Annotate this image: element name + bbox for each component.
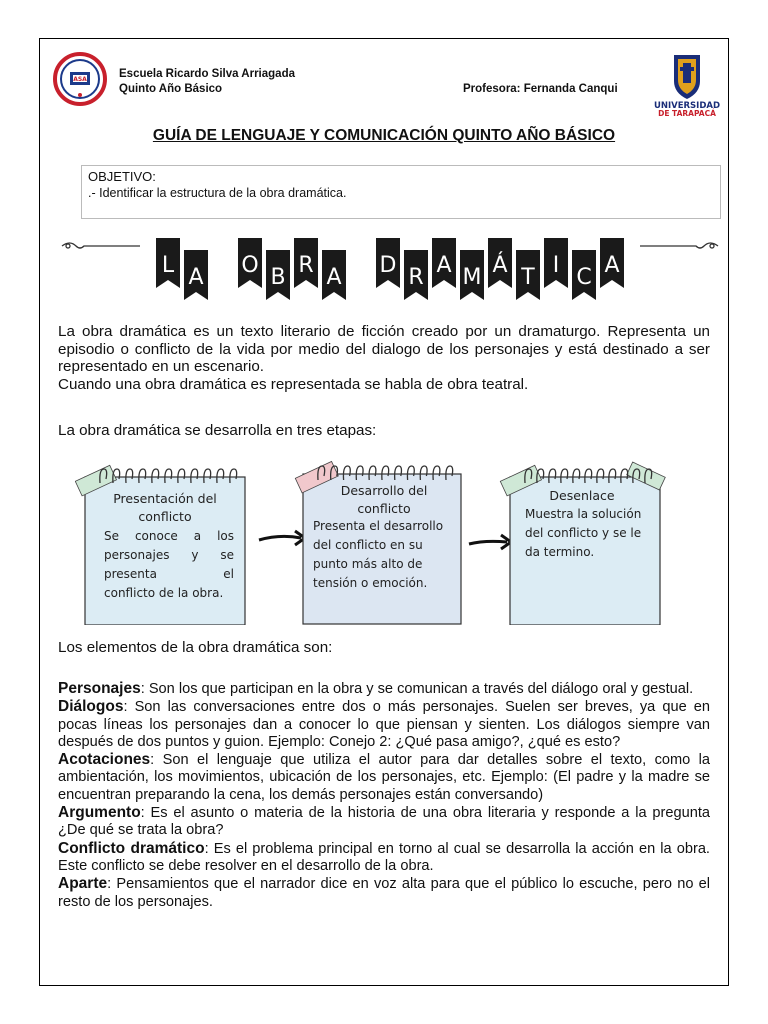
- svg-text:ASA: ASA: [73, 76, 87, 83]
- banner-letter: A: [188, 265, 204, 290]
- guide-title: GUÍA DE LENGUAJE Y COMUNICACIÓN QUINTO AÑO BÁSICO: [152, 127, 616, 144]
- definition-item: Personajes: Son los que participan en la obra y se comunican a través del diálogo oral y gestual.: [58, 680, 694, 697]
- objective-box: [81, 165, 721, 219]
- definition-item: Diálogos: Son las conversaciones entre dos o más personajes. Suelen ser breves, ya que en pocas líneas los personajes dan a conocer lo que piensan y sienten. Los diálogos siempre van después de dos puntos y guion. Ejemplo: Conejo 2: ¿Qué pasa amigo?, ¿qué es esto?: [58, 698, 710, 750]
- university-line2: DE TARAPACÁ: [658, 109, 716, 117]
- intro-paragraph-1: La obra dramática es un texto literario de ficción creado por un dramaturgo. Representa un episodio o conflicto de la vida por medio del dialogo de los personajes y está destinado a ser representado en un escenario.: [58, 323, 710, 375]
- banner-letter: A: [436, 253, 452, 278]
- banner-letter: T: [521, 265, 535, 290]
- definitions-list: [58, 680, 710, 911]
- school-grade: Quinto Año Básico: [119, 83, 223, 95]
- banner: [60, 232, 720, 302]
- definition-item: Conflicto dramático: Es el problema principal en torno al cual se desarrolla la acción en la obra. Este conflicto se debe resolver en el desarrollo de la obra.: [58, 839, 710, 874]
- university-line1: UNIVERSIDAD: [653, 101, 721, 111]
- school-logo: [53, 52, 107, 106]
- banner-letter: I: [552, 253, 560, 278]
- banner-letter: B: [270, 265, 286, 290]
- intro-paragraph-3: La obra dramática se desarrolla en tres etapas:: [58, 422, 377, 439]
- banner-letter: R: [298, 253, 314, 278]
- arrow-2: [469, 541, 507, 544]
- elements-intro: Los elementos de la obra dramática son:: [58, 639, 333, 656]
- stage-1-title: Presentación del conflicto: [113, 491, 217, 524]
- banner-letter: M: [462, 265, 482, 290]
- objective-label: OBJETIVO:: [88, 169, 156, 184]
- intro-paragraph-2: Cuando una obra dramática es representada se habla de obra teatral.: [58, 376, 529, 393]
- banner-letter: O: [241, 253, 259, 278]
- university-logo: [652, 53, 722, 117]
- objective-text: .- Identificar la estructura de la obra dramática.: [88, 186, 347, 200]
- stage-3-body: Muestra la solución del conflicto y se le da termino.: [525, 507, 642, 559]
- banner-letter: R: [408, 265, 424, 290]
- arrow-1: [259, 536, 301, 540]
- definition-item: Argumento: Es el asunto o materia de la historia de una obra literaria y responde a la pregunta ¿De qué se trata la obra?: [58, 804, 710, 839]
- banner-letter: L: [161, 253, 175, 278]
- definition-item: Acotaciones: Son el lenguaje que utiliza el autor para dar detalles sobre el texto, como la ambientación, los movimientos, ubicación de los personajes, etc. Ejemplo: (El padre y la madre se encuentran preparando la cena, los demás personajes están conversando): [58, 751, 710, 803]
- banner-letter: Á: [492, 253, 508, 278]
- definition-item: Aparte: Pensamientos que el narrador dice en voz alta para que el público lo escuche, pero no el resto de los personajes.: [58, 875, 710, 910]
- stage-2-body: Presenta el desarrollo del conflicto en su punto más alto de tensión o emoción.: [313, 519, 444, 590]
- banner-letter: A: [326, 265, 342, 290]
- banner-letter: A: [604, 253, 620, 278]
- banner-letter: D: [379, 253, 397, 278]
- stage-2-title: Desarrollo del conflicto: [340, 483, 428, 516]
- school-name: Escuela Ricardo Silva Arriagada: [119, 68, 295, 80]
- banner-letter: C: [576, 265, 592, 290]
- stages-diagram: [75, 450, 675, 625]
- teacher-name: Profesora: Fernanda Canqui: [463, 83, 618, 95]
- stage-3-title: Desenlace: [549, 488, 615, 503]
- stage-1-body: Se conoce a los personajes y se presenta el conflicto de la obra.: [104, 529, 234, 600]
